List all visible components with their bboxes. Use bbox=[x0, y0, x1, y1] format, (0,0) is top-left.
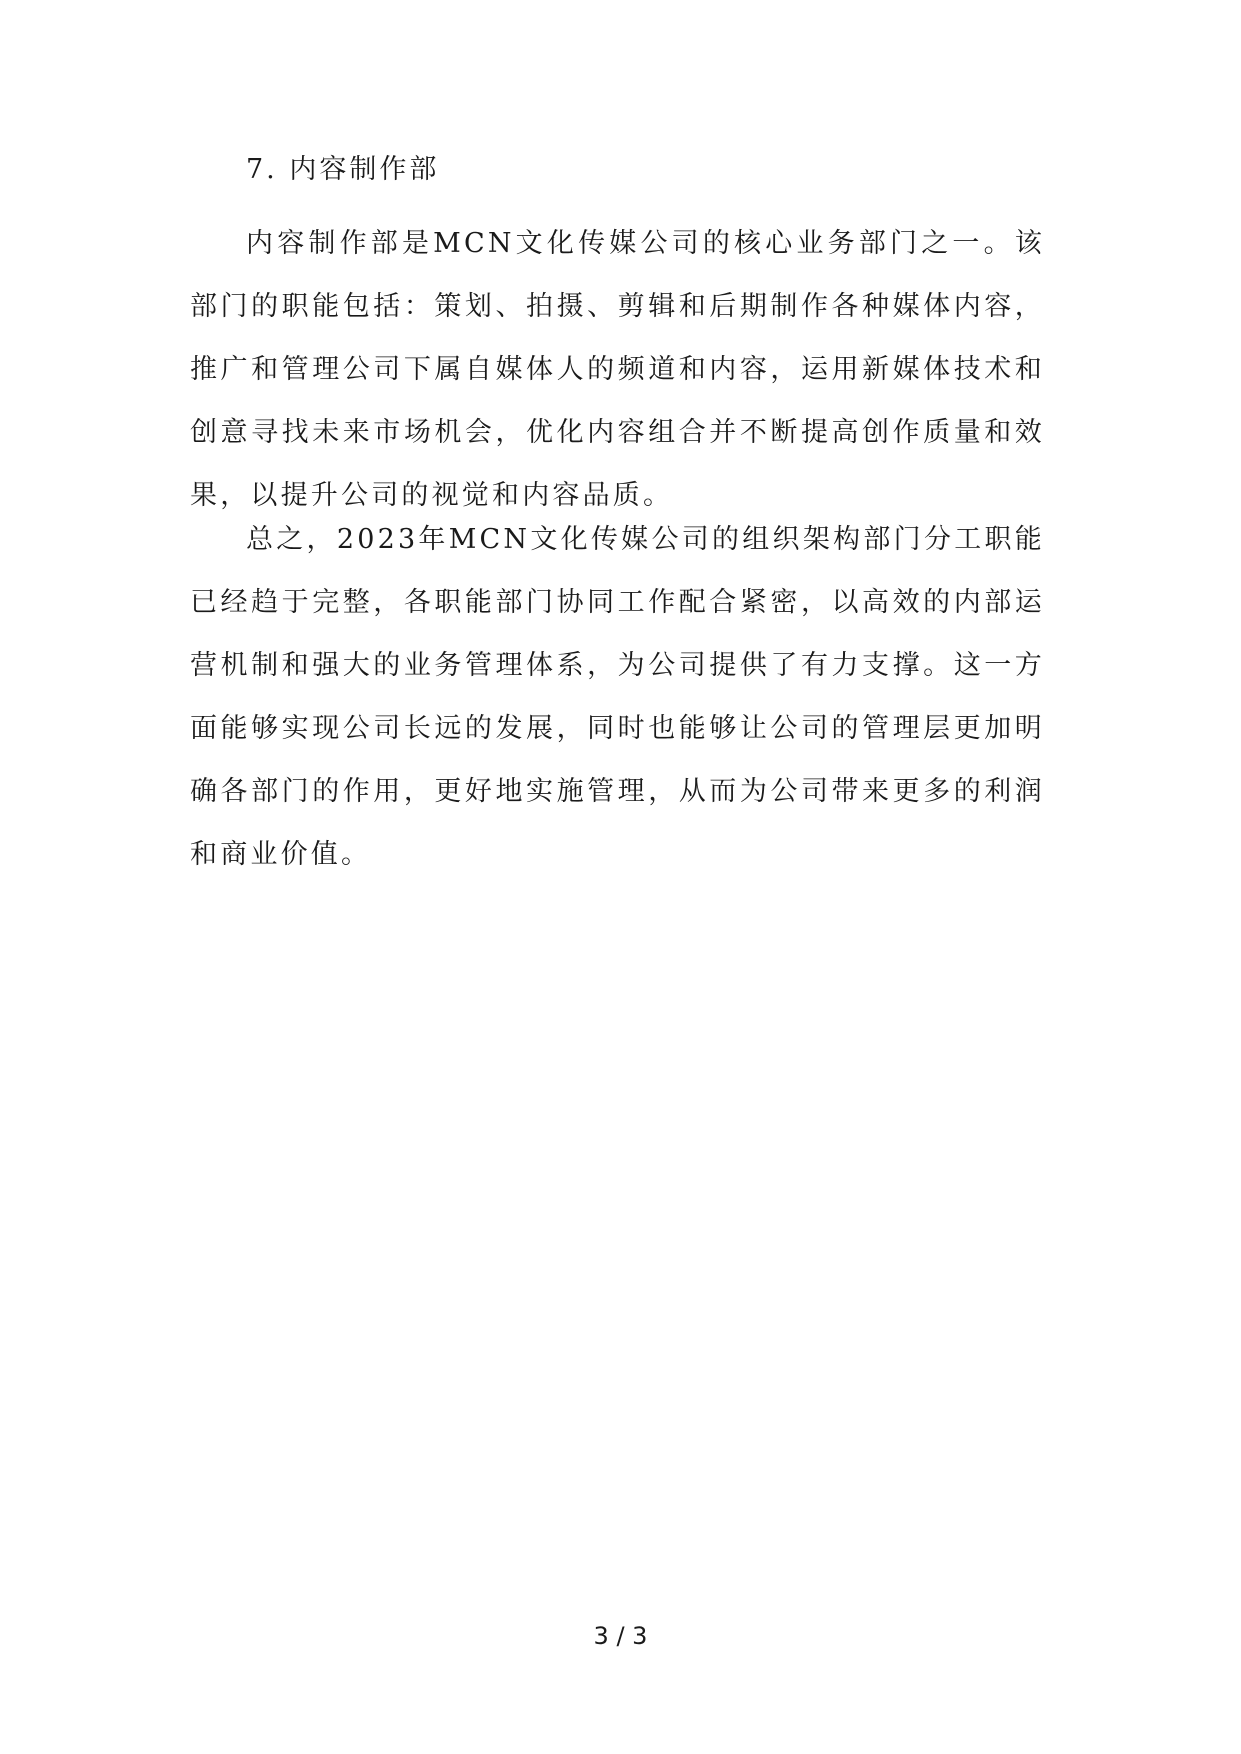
page-number: 3 / 3 bbox=[593, 1622, 648, 1650]
paragraph-summary: 总之，2023年MCN文化传媒公司的组织架构部门分工职能已经趋于完整，各职能部门协同工作配合紧密，以高效的内部运营机制和强大的业务管理体系，为公司提供了有力支撑。这一方面能够实现公司长远的发展，同时也能够让公司的管理层更加明确各部门的作用，更好地实施管理，从而为公司带来更多的利润和商业价值。 bbox=[190, 524, 1045, 870]
section-heading: 7. 内容制作部 bbox=[246, 154, 440, 185]
paragraph-content-department: 内容制作部是MCN文化传媒公司的核心业务部门之一。该部门的职能包括：策划、拍摄、剪辑和后期制作各种媒体内容，推广和管理公司下属自媒体人的频道和内容，运用新媒体技术和创意寻找未来市场机会，优化内容组合并不断提高创作质量和效果，以提升公司的视觉和内容品质。 bbox=[190, 228, 1045, 511]
